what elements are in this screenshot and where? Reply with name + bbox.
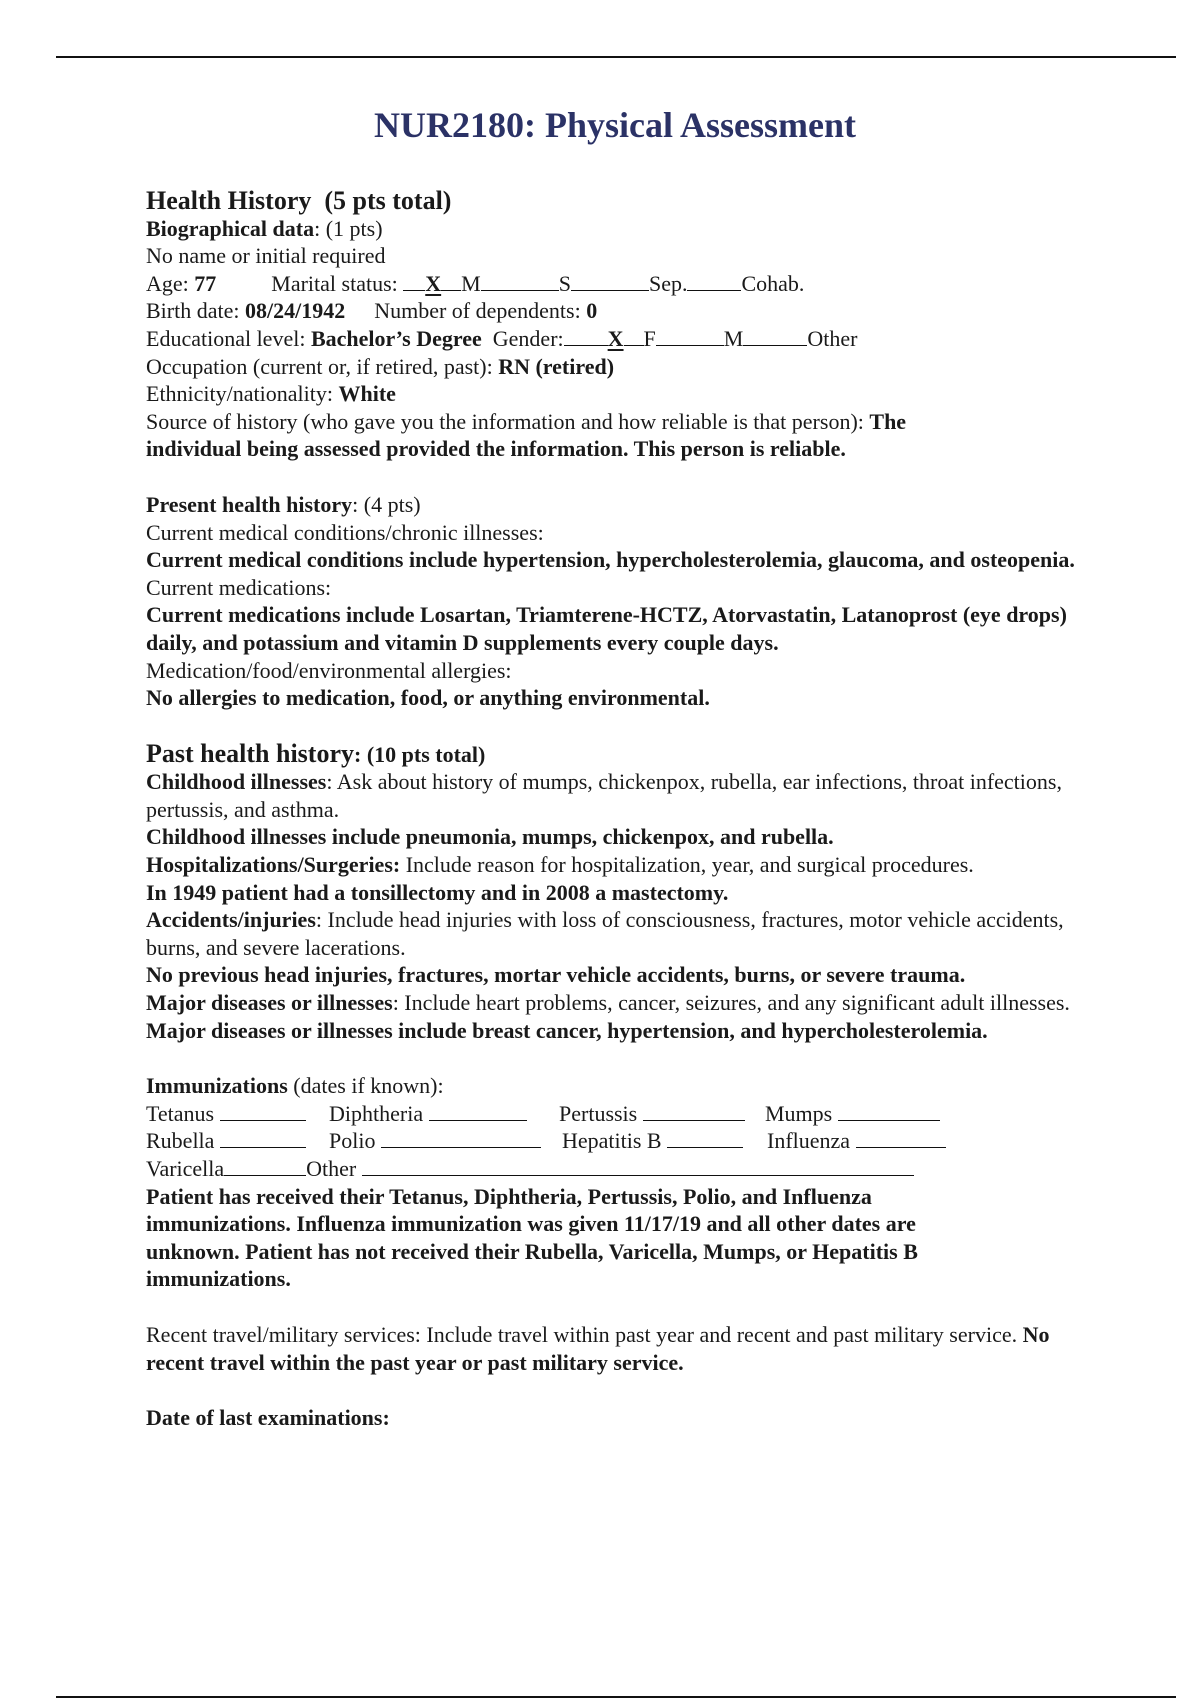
imm-other-blank[interactable] (362, 1155, 914, 1176)
immunization-row-2 (146, 1127, 1106, 1155)
past-label: Past health history (146, 738, 354, 768)
acc-answer: No previous head injuries, fractures, mortar vehicle accidents, burns, or severe trauma. (146, 962, 966, 988)
past-history-label (146, 740, 1106, 769)
occupation-label: Occupation (current or, if retired, past): (146, 353, 493, 379)
meds-answer: Current medications include Losartan, Triamterene-HCTZ, Atorvastatin, Latanoprost (eye drops) daily, and potassium and vitamin D supplements every couple days. (146, 602, 1067, 655)
immunization-answer: Patient has received their Tetanus, Diphtheria, Pertussis, Polio, and Influenza immunizations. Influenza immunization was given 11/17/19 and all other dates are unknown. Patient has not received their Rubella, Varicella, Mumps, or Hepatitis B immunizations. (146, 1183, 918, 1292)
major-answer: Major diseases or illnesses include breast cancer, hypertension, and hypercholesterolemia. (146, 1017, 988, 1043)
hospitalization-block (146, 851, 1106, 879)
marital-label: Marital status: (271, 270, 398, 296)
imm-note: (dates if known): (293, 1073, 444, 1099)
education-value: Bachelor’s Degree (310, 325, 482, 351)
imm-pertussis: Pertussis (559, 1100, 638, 1126)
acc-label: Accidents/injuries (146, 907, 316, 933)
education-gender-row (146, 325, 1106, 353)
childhood-label: Childhood illnesses (146, 769, 327, 795)
imm-rubella-blank[interactable] (220, 1127, 306, 1148)
imm-polio: Polio (329, 1128, 376, 1154)
conditions-answer: Current medical conditions include hypertension, hypercholesterolemia, glaucoma, and osteopenia. (146, 547, 1075, 573)
marital-opt-m: M (461, 270, 481, 296)
imm-label: Immunizations (146, 1073, 288, 1099)
childhood-answer: Childhood illnesses include pneumonia, mumps, chickenpox, and rubella. (146, 824, 834, 850)
heading-text: Health History (146, 186, 312, 215)
source-answer-start: The (869, 408, 907, 434)
imm-diphtheria-blank[interactable] (429, 1100, 527, 1121)
acc-prompt: : Include head injuries with loss of consciousness, fractures, motor vehicle accidents, burns, and severe lacerations. (146, 907, 1064, 960)
dependents-label: Number of dependents: (374, 298, 581, 324)
past-points: : (10 pts total) (354, 741, 486, 767)
source-label: Source of history (who gave you the information and how reliable is that person): (146, 408, 864, 434)
imm-influenza-blank[interactable] (856, 1127, 946, 1148)
allergy-prompt: Medication/food/environmental allergies: (146, 657, 512, 683)
age-marital-row (146, 270, 1106, 298)
age-value: 77 (194, 270, 217, 296)
imm-diphtheria: Diphtheria (329, 1100, 424, 1126)
top-rule (56, 56, 1176, 58)
page-title: NUR2180: Physical Assessment (374, 105, 856, 145)
major-diseases-block (146, 989, 1106, 1017)
conditions-prompt: Current medical conditions/chronic illnesses: (146, 519, 544, 545)
occupation-value: RN (retired) (498, 353, 615, 379)
immunizations-heading (146, 1072, 1106, 1100)
gender-opt-m: M (723, 325, 744, 351)
travel-block (146, 1321, 1106, 1376)
dependents-value: 0 (586, 298, 598, 324)
education-label: Educational level: (146, 325, 306, 351)
birth-value: 08/24/1942 (244, 298, 346, 324)
marital-opt-sep: Sep. (648, 270, 688, 296)
gender-opt-other: Other (807, 325, 858, 351)
hosp-label: Hospitalizations/Surgeries: (146, 852, 401, 878)
major-prompt: : Include heart problems, cancer, seizures, and any significant adult illnesses. (392, 990, 1070, 1016)
major-label: Major diseases or illnesses (146, 990, 393, 1016)
childhood-block (146, 768, 1106, 823)
imm-varicella-blank[interactable] (224, 1155, 306, 1176)
last-exams-label: Date of last examinations: (146, 1405, 390, 1431)
ethnicity-value: White (338, 381, 396, 407)
immunization-row-1 (146, 1100, 1106, 1128)
present-history-label (146, 491, 1106, 519)
occupation-row (146, 353, 1106, 381)
heading-points: (5 pts total) (324, 186, 452, 215)
hosp-answer: In 1949 patient had a tonsillectomy and in 2008 a mastectomy. (146, 879, 729, 905)
biographical-data-label (146, 215, 1106, 243)
marital-opt-cohab: Cohab. (741, 270, 805, 296)
document-body (146, 187, 1106, 1432)
imm-varicella: Varicella (146, 1156, 225, 1181)
present-label: Present health history (146, 491, 353, 517)
immunization-row-3 (146, 1155, 1106, 1183)
marital-opt-s: S (558, 270, 571, 296)
bottom-rule (56, 1696, 1176, 1698)
imm-pertussis-blank[interactable] (643, 1100, 745, 1121)
birth-dependents-row (146, 297, 1106, 325)
gender-label: Gender: (492, 325, 564, 351)
travel-answer: No recent travel within the past year or past military service. (146, 1321, 1050, 1375)
imm-hepatitis-b: Hepatitis B (562, 1128, 662, 1154)
imm-mumps: Mumps (765, 1100, 833, 1126)
age-label: Age: (146, 270, 189, 296)
conditions-and-meds (146, 546, 1106, 601)
gender-opt-f: F (643, 325, 656, 351)
bio-label: Biographical data (146, 215, 315, 241)
imm-other: Other (306, 1156, 357, 1181)
source-answer: individual being assessed provided the information. This person is reliable. (146, 436, 846, 462)
ethnicity-row (146, 380, 1106, 408)
birth-label: Birth date: (146, 298, 240, 324)
childhood-prompt: : Ask about history of mumps, chickenpox, rubella, ear infections, throat infections, pertussis, and asthma. (146, 769, 1062, 822)
imm-hepatitis-b-blank[interactable] (667, 1127, 743, 1148)
meds-prompt: Current medications: (146, 574, 332, 600)
ethnicity-label: Ethnicity/nationality: (146, 381, 333, 407)
present-points: : (4 pts) (352, 491, 421, 517)
imm-tetanus-blank[interactable] (220, 1100, 306, 1121)
travel-prompt: Recent travel/military services: Include travel within past year and recent and past military service. (146, 1321, 1018, 1347)
bio-points: : (1 pts) (314, 215, 383, 241)
hosp-prompt: Include reason for hospitalization, year, and surgical procedures. (405, 852, 974, 878)
imm-mumps-blank[interactable] (838, 1100, 940, 1121)
accidents-block (146, 906, 1106, 961)
imm-rubella: Rubella (146, 1128, 215, 1154)
gender-x-mark: X (607, 325, 624, 351)
no-name-note: No name or initial required (146, 243, 386, 269)
allergy-answer: No allergies to medication, food, or anything environmental. (146, 685, 710, 711)
imm-tetanus: Tetanus (146, 1100, 215, 1126)
imm-influenza: Influenza (767, 1128, 851, 1154)
imm-polio-blank[interactable] (381, 1127, 541, 1148)
source-row (146, 408, 1106, 436)
health-history-heading (146, 187, 1106, 215)
marital-x-mark: X (425, 270, 442, 296)
